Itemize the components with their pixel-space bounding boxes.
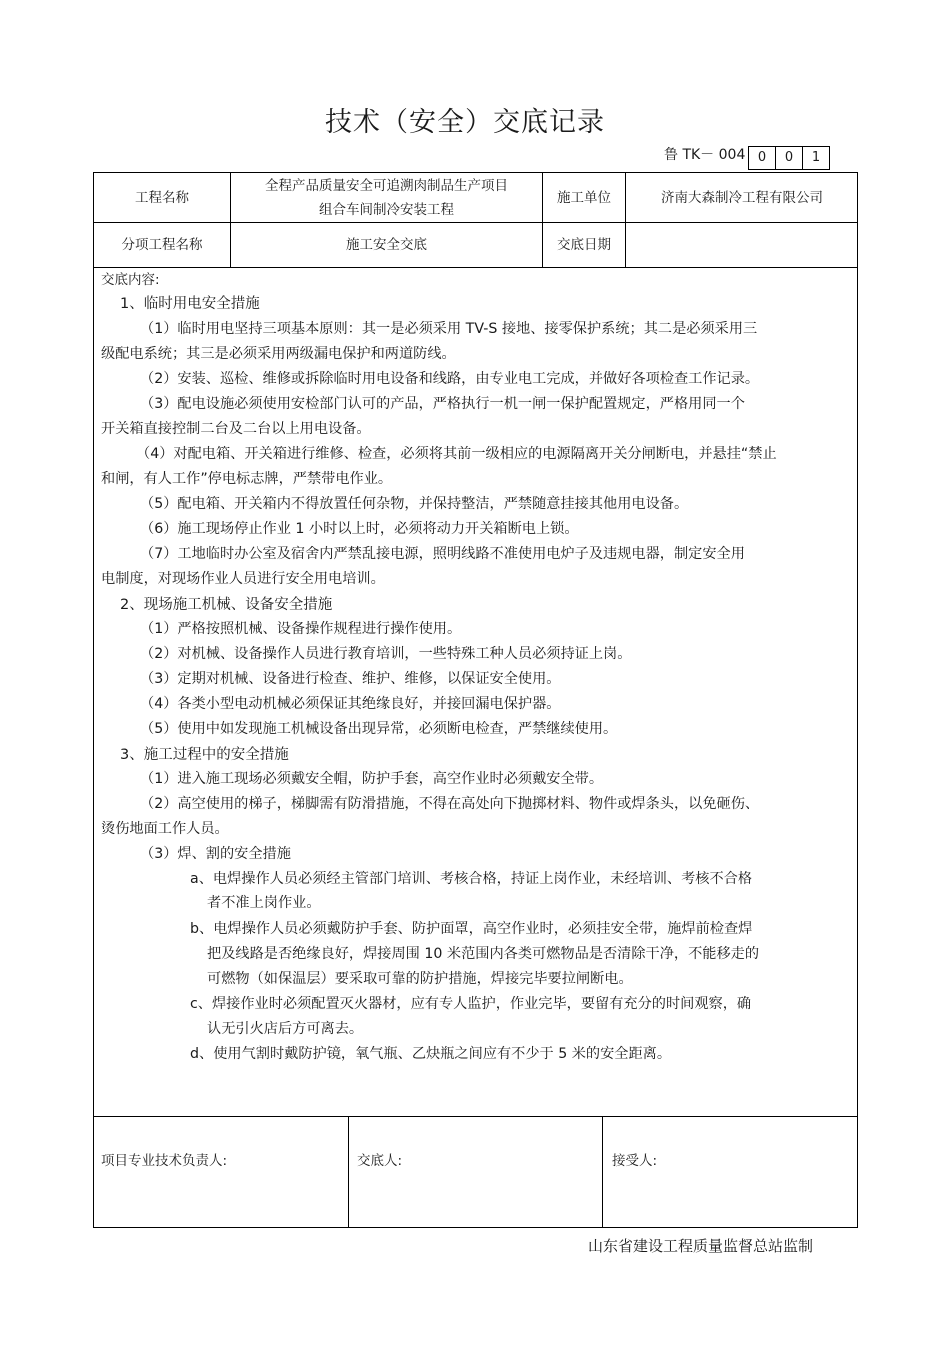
sub-project-value: 施工安全交底 bbox=[346, 237, 427, 253]
project-name-line: 全程产品质量安全可追溯肉制品生产项目 bbox=[265, 177, 508, 194]
content-line: a、电焊操作人员必须经主管部门培训、考核合格，持证上岗作业，未经培训、考核不合格 bbox=[190, 871, 753, 887]
page-title: 技术（安全）交底记录 bbox=[325, 107, 605, 138]
construction-unit-value: 济南大森制冷工程有限公司 bbox=[661, 189, 823, 206]
content-line: （5）使用中如发现施工机械设备出现异常，必须断电检查，严禁继续使用。 bbox=[140, 721, 618, 737]
content-line: 者不准上岗作业。 bbox=[207, 895, 321, 911]
table-divider bbox=[93, 1116, 858, 1117]
content-line: （1）进入施工现场必须戴安全帽，防护手套，高空作业时必须戴安全带。 bbox=[140, 771, 604, 787]
content-line: （1）临时用电坚持三项基本原则：其一是必须采用 TV-S 接地、接零保护系统；其二是必须采用三 bbox=[140, 321, 758, 337]
content-line: d、使用气割时戴防护镜，氧气瓶、乙炔瓶之间应有不少于 5 米的安全距离。 bbox=[190, 1046, 672, 1062]
content-line: （3）配电设施必须使用安检部门认可的产品，严格执行一机一闸一保护配置规定，严格用同一个 bbox=[140, 396, 745, 412]
section-heading: 2、现场施工机械、设备安全措施 bbox=[120, 597, 333, 613]
content-line: （5）配电箱、开关箱内不得放置任何杂物，并保持整洁，严禁随意挂接其他用电设备。 bbox=[140, 496, 689, 512]
project-name-value bbox=[231, 173, 542, 222]
content-line: （2）安装、巡检、维修或拆除临时用电设备和线路，由专业电工完成，并做好各项检查工作记录。 bbox=[140, 371, 760, 387]
project-name-line: 组合车间制冷安装工程 bbox=[319, 201, 454, 218]
content-line: 电制度，对现场作业人员进行安全用电培训。 bbox=[101, 571, 385, 587]
content-heading: 交底内容: bbox=[101, 272, 160, 288]
form-code-digit: 1 bbox=[802, 146, 830, 170]
table-divider bbox=[348, 1116, 349, 1228]
content-line: 级配电系统；其三是必须采用两级漏电保护和两道防线。 bbox=[101, 346, 456, 362]
table-divider bbox=[93, 267, 858, 268]
construction-unit-label: 施工单位 bbox=[557, 189, 611, 206]
content-line: （7）工地临时办公室及宿舍内严禁乱接电源，照明线路不准使用电炉子及违规电器，制定安全用 bbox=[140, 546, 745, 562]
table-divider bbox=[602, 1116, 603, 1228]
content-line: （2）高空使用的梯子，梯脚需有防滑措施，不得在高处向下抛掷材料、物件或焊条头，以免砸伤、 bbox=[140, 796, 760, 812]
discloser-signature-label: 交底人: bbox=[357, 1153, 403, 1169]
section-heading: 1、临时用电安全措施 bbox=[120, 296, 260, 312]
content-line: 和闸，有人工作”停电标志牌，严禁带电作业。 bbox=[101, 471, 393, 487]
content-line: （2）对机械、设备操作人员进行教育培训，一些特殊工种人员必须持证上岗。 bbox=[140, 646, 632, 662]
supervisor-footer: 山东省建设工程质量监督总站监制 bbox=[588, 1237, 814, 1255]
content-line: （3）定期对机械、设备进行检查、维护、维修，以保证安全使用。 bbox=[140, 671, 561, 687]
sub-project-label: 分项工程名称 bbox=[121, 237, 203, 253]
disclosure-date-label: 交底日期 bbox=[557, 237, 611, 253]
tech-lead-signature-label: 项目专业技术负责人: bbox=[101, 1153, 228, 1169]
form-code-label: 鲁 TK－ 004 bbox=[664, 147, 746, 163]
content-line: 认无引火店后方可离去。 bbox=[207, 1021, 364, 1037]
content-line: （4）各类小型电动机械必须保证其绝缘良好，并接回漏电保护器。 bbox=[140, 696, 561, 712]
content-line: （4）对配电箱、开关箱进行维修、检查，必须将其前一级相应的电源隔离开关分闸断电，并悬挂“禁止 bbox=[136, 446, 777, 462]
project-name-label: 工程名称 bbox=[135, 189, 189, 206]
disclosure-date-value bbox=[626, 223, 858, 267]
content-line: （1）严格按照机械、设备操作规程进行操作使用。 bbox=[140, 621, 462, 637]
form-code-digit: 0 bbox=[748, 146, 776, 170]
content-line: 烫伤地面工作人员。 bbox=[101, 821, 229, 837]
content-line: 可燃物（如保温层）要采取可靠的防护措施，焊接完毕要拉闸断电。 bbox=[207, 971, 633, 987]
section-heading: 3、施工过程中的安全措施 bbox=[120, 747, 289, 763]
receiver-signature-label: 接受人: bbox=[612, 1153, 658, 1169]
content-line: （6）施工现场停止作业 1 小时以上时，必须将动力开关箱断电上锁。 bbox=[140, 521, 579, 537]
content-line: 把及线路是否绝缘良好，焊接周围 10 米范围内各类可燃物品是否清除干净，不能移走的 bbox=[207, 946, 760, 962]
content-line: 开关箱直接控制二台及二台以上用电设备。 bbox=[101, 421, 371, 437]
content-line: c、焊接作业时必须配置灭火器材，应有专人监护，作业完毕，要留有充分的时间观察，确 bbox=[190, 996, 752, 1012]
content-line: b、电焊操作人员必须戴防护手套、防护面罩，高空作业时，必须挂安全带，施焊前检查焊 bbox=[190, 921, 753, 937]
subsection-heading: （3）焊、割的安全措施 bbox=[140, 846, 291, 862]
form-code-digit: 0 bbox=[775, 146, 803, 170]
